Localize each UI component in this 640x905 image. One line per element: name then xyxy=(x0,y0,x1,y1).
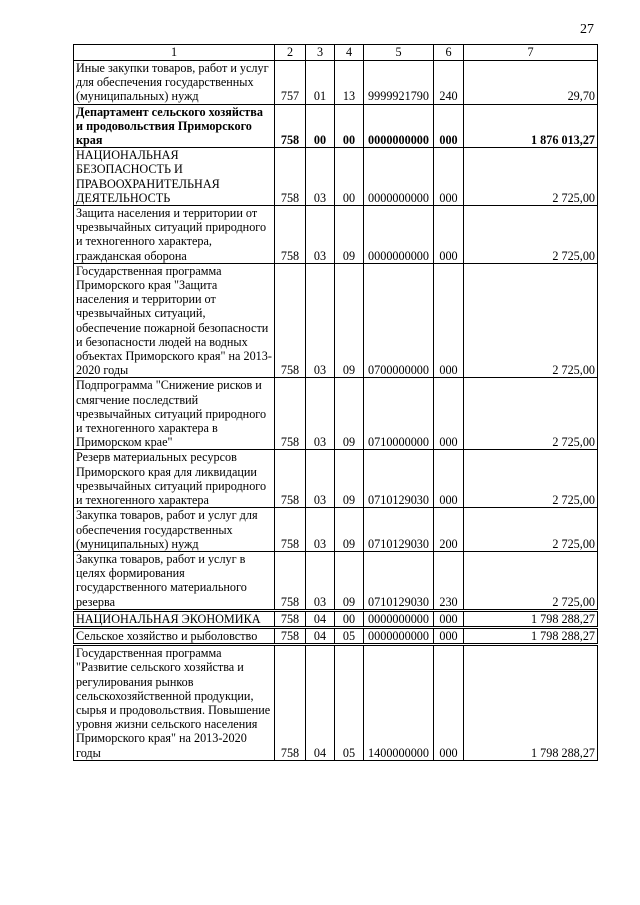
table-row xyxy=(74,508,598,552)
row-name: Государственная программа "Развитие сельского хозяйства и регулирования рынков сельскохозяйственной продукции, сырья и продовольствия. Повышение уровня жизни сельского населения Приморского края" на 2013-2020 годы xyxy=(74,645,275,761)
row-code-6: 000 xyxy=(434,104,464,148)
row-code-4: 13 xyxy=(335,61,364,105)
row-code-3: 03 xyxy=(306,508,335,552)
table-row xyxy=(74,206,598,264)
row-name: Сельское хозяйство и рыболовство xyxy=(74,627,275,644)
row-code-6: 200 xyxy=(434,508,464,552)
row-code-2: 758 xyxy=(275,104,306,148)
row-code-3: 04 xyxy=(306,645,335,761)
table-row xyxy=(74,104,598,148)
row-code-6: 000 xyxy=(434,610,464,627)
row-code-5: 0000000000 xyxy=(364,627,434,644)
row-amount: 2 725,00 xyxy=(464,450,598,508)
row-code-3: 03 xyxy=(306,206,335,264)
column-header: 5 xyxy=(364,45,434,61)
row-code-2: 758 xyxy=(275,508,306,552)
row-code-3: 04 xyxy=(306,627,335,644)
column-header: 6 xyxy=(434,45,464,61)
column-header: 7 xyxy=(464,45,598,61)
row-code-4: 09 xyxy=(335,450,364,508)
row-code-2: 757 xyxy=(275,61,306,105)
row-code-4: 09 xyxy=(335,551,364,610)
row-code-5: 0710129030 xyxy=(364,551,434,610)
row-code-5: 0700000000 xyxy=(364,263,434,378)
table-row xyxy=(74,378,598,450)
row-code-4: 00 xyxy=(335,610,364,627)
column-header: 2 xyxy=(275,45,306,61)
row-code-5: 9999921790 xyxy=(364,61,434,105)
row-code-6: 000 xyxy=(434,450,464,508)
column-header: 1 xyxy=(74,45,275,61)
row-code-2: 758 xyxy=(275,551,306,610)
row-code-6: 000 xyxy=(434,206,464,264)
row-amount: 1 798 288,27 xyxy=(464,627,598,644)
column-header: 3 xyxy=(306,45,335,61)
row-name: НАЦИОНАЛЬНАЯ ЭКОНОМИКА xyxy=(74,610,275,627)
table-row xyxy=(74,450,598,508)
row-code-4: 09 xyxy=(335,508,364,552)
row-code-3: 03 xyxy=(306,450,335,508)
row-amount: 1 798 288,27 xyxy=(464,645,598,761)
row-code-6: 000 xyxy=(434,378,464,450)
row-code-5: 1400000000 xyxy=(364,645,434,761)
row-name: НАЦИОНАЛЬНАЯ БЕЗОПАСНОСТЬ И ПРАВООХРАНИТЕЛЬНАЯ ДЕЯТЕЛЬНОСТЬ xyxy=(74,148,275,206)
row-name: Защита населения и территории от чрезвычайных ситуаций природного и техногенного характера, гражданская оборона xyxy=(74,206,275,264)
row-code-6: 230 xyxy=(434,551,464,610)
row-code-3: 00 xyxy=(306,104,335,148)
row-code-3: 04 xyxy=(306,610,335,627)
row-code-3: 03 xyxy=(306,148,335,206)
row-code-3: 03 xyxy=(306,551,335,610)
page-number: 27 xyxy=(580,22,594,37)
row-name: Государственная программа Приморского края "Защита населения и территории от чрезвычайных ситуаций, обеспечение пожарной безопасности и безопасности людей на водных объектах Приморского края" на 2013-2020 годы xyxy=(74,263,275,378)
row-amount: 2 725,00 xyxy=(464,263,598,378)
table-row xyxy=(74,551,598,610)
row-code-2: 758 xyxy=(275,645,306,761)
row-code-3: 03 xyxy=(306,263,335,378)
row-code-4: 09 xyxy=(335,378,364,450)
row-code-6: 000 xyxy=(434,148,464,206)
row-name: Закупка товаров, работ и услуг в целях формирования государственного материального резерва xyxy=(74,551,275,610)
row-code-4: 05 xyxy=(335,645,364,761)
row-code-4: 00 xyxy=(335,104,364,148)
row-code-5: 0000000000 xyxy=(364,104,434,148)
budget-table xyxy=(73,44,598,761)
row-code-6: 000 xyxy=(434,263,464,378)
table-header-row xyxy=(74,45,598,61)
row-code-6: 240 xyxy=(434,61,464,105)
row-code-2: 758 xyxy=(275,610,306,627)
row-code-5: 0710129030 xyxy=(364,450,434,508)
row-code-3: 03 xyxy=(306,378,335,450)
row-name: Иные закупки товаров, работ и услуг для обеспечения государственных (муниципальных) нужд xyxy=(74,61,275,105)
row-name: Департамент сельского хозяйства и продовольствия Приморского края xyxy=(74,104,275,148)
row-amount: 1 798 288,27 xyxy=(464,610,598,627)
row-code-6: 000 xyxy=(434,645,464,761)
row-code-5: 0000000000 xyxy=(364,206,434,264)
row-amount: 2 725,00 xyxy=(464,148,598,206)
row-code-2: 758 xyxy=(275,378,306,450)
table-row xyxy=(74,148,598,206)
row-amount: 2 725,00 xyxy=(464,378,598,450)
row-code-2: 758 xyxy=(275,263,306,378)
row-code-4: 09 xyxy=(335,206,364,264)
row-code-5: 0000000000 xyxy=(364,610,434,627)
row-code-5: 0000000000 xyxy=(364,148,434,206)
table-row xyxy=(74,61,598,105)
row-amount: 2 725,00 xyxy=(464,551,598,610)
row-amount: 29,70 xyxy=(464,61,598,105)
row-code-2: 758 xyxy=(275,450,306,508)
row-code-6: 000 xyxy=(434,627,464,644)
row-amount: 1 876 013,27 xyxy=(464,104,598,148)
table-row xyxy=(74,645,598,761)
row-amount: 2 725,00 xyxy=(464,206,598,264)
table-row xyxy=(74,610,598,627)
table-row xyxy=(74,263,598,378)
row-name: Закупка товаров, работ и услуг для обеспечения государственных (муниципальных) нужд xyxy=(74,508,275,552)
row-code-4: 05 xyxy=(335,627,364,644)
row-name: Подпрограмма "Снижение рисков и смягчение последствий чрезвычайных ситуаций природного и техногенного характера в Приморском крае" xyxy=(74,378,275,450)
row-code-5: 0710000000 xyxy=(364,378,434,450)
row-amount: 2 725,00 xyxy=(464,508,598,552)
row-name: Резерв материальных ресурсов Приморского края для ликвидации чрезвычайных ситуаций природного и техногенного характера xyxy=(74,450,275,508)
row-code-3: 01 xyxy=(306,61,335,105)
row-code-2: 758 xyxy=(275,627,306,644)
row-code-2: 758 xyxy=(275,148,306,206)
row-code-2: 758 xyxy=(275,206,306,264)
row-code-5: 0710129030 xyxy=(364,508,434,552)
row-code-4: 00 xyxy=(335,148,364,206)
table-row xyxy=(74,627,598,644)
column-header: 4 xyxy=(335,45,364,61)
row-code-4: 09 xyxy=(335,263,364,378)
